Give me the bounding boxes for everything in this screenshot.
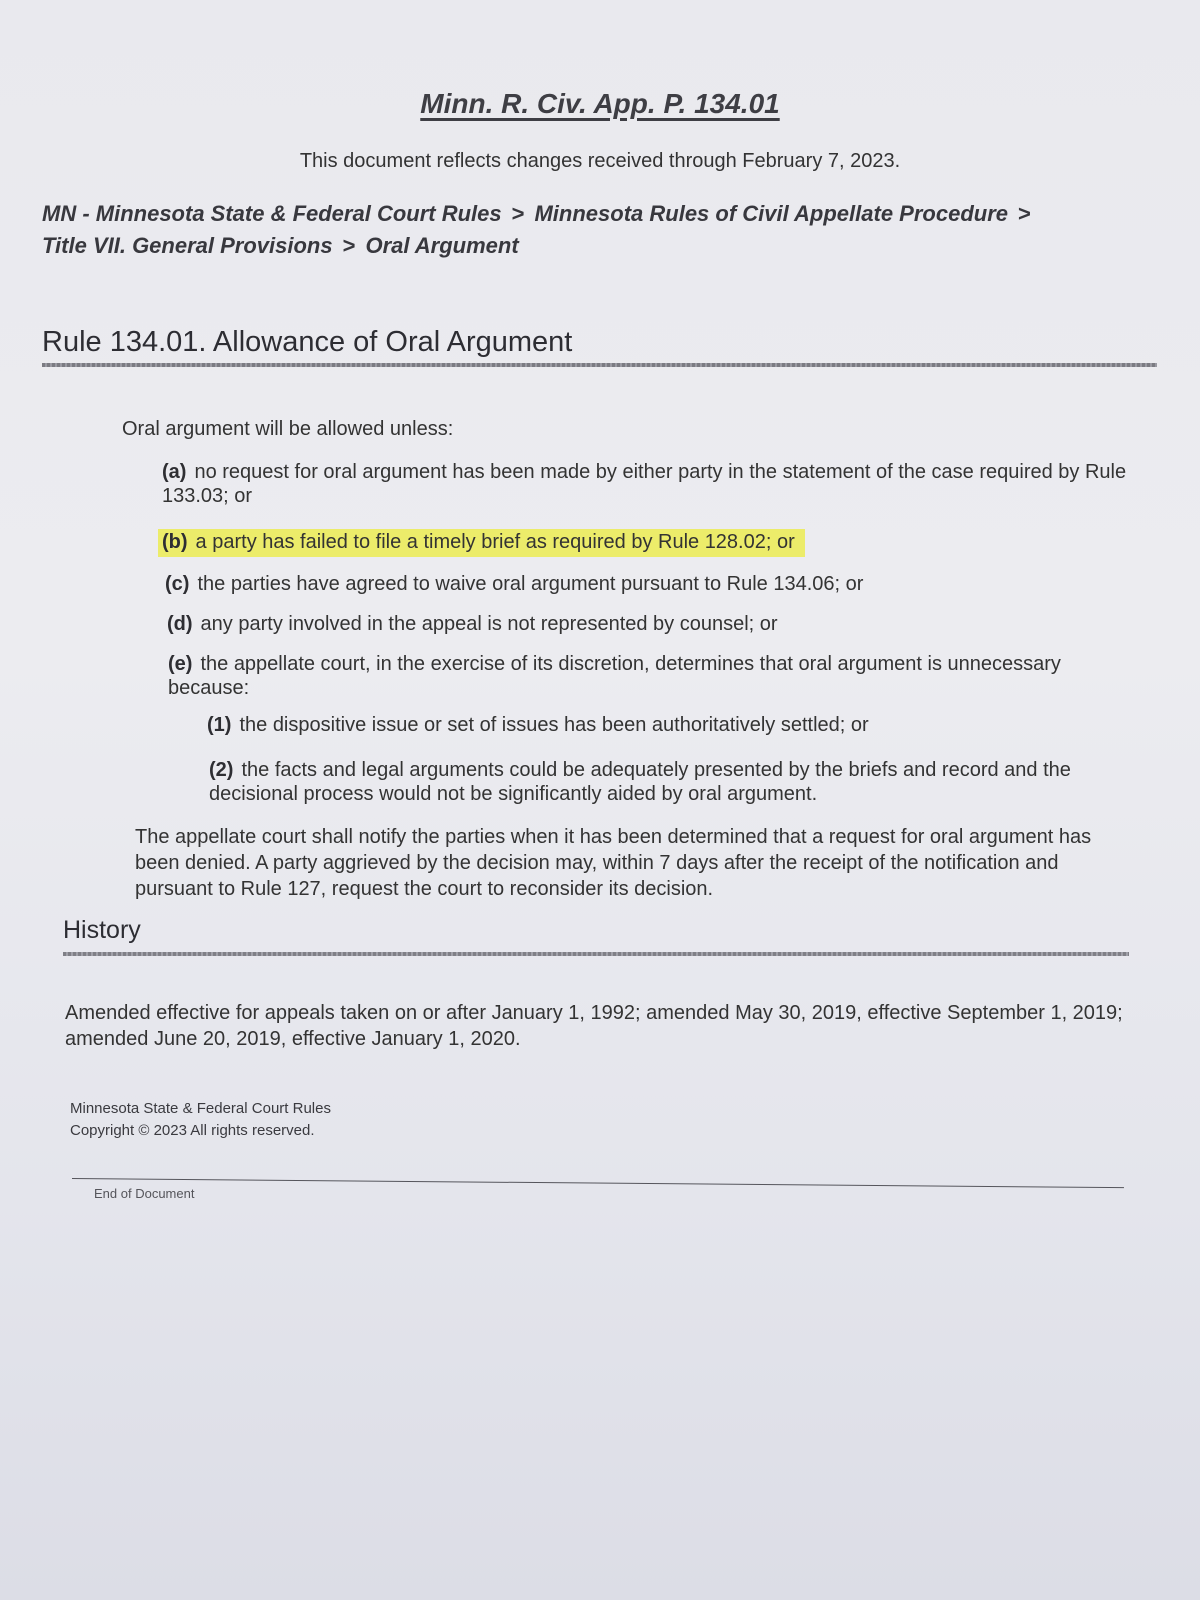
end-divider	[72, 1178, 1124, 1188]
rule-subitem-label: (1)	[207, 714, 232, 736]
rule-item-text: a party has failed to file a timely brief as required by Rule 128.02; or	[195, 531, 795, 553]
rule-subitem-text: the facts and legal arguments could be adequately presented by the briefs and record and the decisional process would not be significantly aided by oral argument.	[209, 759, 1071, 805]
highlighted-passage	[158, 529, 805, 557]
rule-item-e	[168, 652, 1128, 700]
rule-heading: Rule 134.01. Allowance of Oral Argument	[42, 326, 573, 358]
document-title	[0, 88, 1200, 120]
rule-subitem-1	[207, 713, 869, 737]
breadcrumb-item-appellate-procedure[interactable]: Minnesota Rules of Civil Appellate Procedure	[534, 201, 1008, 226]
currency-note: This document reflects changes received through February 7, 2023.	[299, 150, 901, 172]
end-of-document: End of Document	[94, 1186, 195, 1201]
footer	[70, 1098, 331, 1142]
rule-item-label: (c)	[165, 573, 190, 595]
rule-item-label: (e)	[168, 653, 193, 675]
rule-intro: Oral argument will be allowed unless:	[122, 418, 454, 440]
history-divider	[63, 952, 1129, 956]
history-heading: History	[63, 916, 141, 944]
breadcrumb-separator: >	[511, 201, 525, 226]
breadcrumb	[42, 198, 1152, 262]
breadcrumb-separator: >	[1018, 201, 1031, 226]
rule-item-text: the parties have agreed to waive oral argument pursuant to Rule 134.06; or	[197, 573, 864, 595]
rule-item-text: no request for oral argument has been made by either party in the statement of the case required by Rule 133.03; or	[162, 461, 1127, 507]
rule-item-d	[167, 612, 778, 636]
breadcrumb-separator: >	[342, 233, 356, 258]
rule-subitem-label: (2)	[209, 759, 234, 781]
breadcrumb-item-oral-argument[interactable]: Oral Argument	[365, 233, 519, 258]
rule-item-label: (d)	[167, 613, 193, 635]
rule-item-label: (b)	[162, 531, 188, 553]
document-title-text: Minn. R. Civ. App. P. 134.01	[420, 88, 780, 119]
rule-heading-divider	[42, 363, 1157, 367]
breadcrumb-item-court-rules[interactable]: MN - Minnesota State & Federal Court Rules	[42, 201, 502, 226]
rule-subitem-2	[209, 758, 1129, 806]
rule-item-text: the appellate court, in the exercise of its discretion, determines that oral argument is unnecessary because:	[168, 653, 1061, 699]
rule-subitem-text: the dispositive issue or set of issues has been authoritatively settled; or	[239, 714, 869, 736]
rule-notice-paragraph: The appellate court shall notify the parties when it has been determined that a request for oral argument has been denied. A party aggrieved by the decision may, within 7 days after the receipt of the notification and pursuant to Rule 127, request the court to reconsider its decision.	[135, 826, 1092, 900]
breadcrumb-item-title-vii[interactable]: Title VII. General Provisions	[42, 233, 333, 258]
rule-item-text: any party involved in the appeal is not represented by counsel; or	[200, 613, 778, 635]
rule-item-b	[162, 530, 805, 554]
history-text: Amended effective for appeals taken on or after January 1, 1992; amended May 30, 2019, effective September 1, 2019; amended June 20, 2019, effective January 1, 2020.	[65, 1002, 1123, 1050]
rule-item-label: (a)	[162, 461, 187, 483]
footer-copyright: Copyright © 2023 All rights reserved.	[70, 1122, 315, 1139]
footer-publisher: Minnesota State & Federal Court Rules	[70, 1100, 331, 1117]
rule-item-c	[165, 572, 863, 596]
rule-item-a	[162, 460, 1132, 508]
